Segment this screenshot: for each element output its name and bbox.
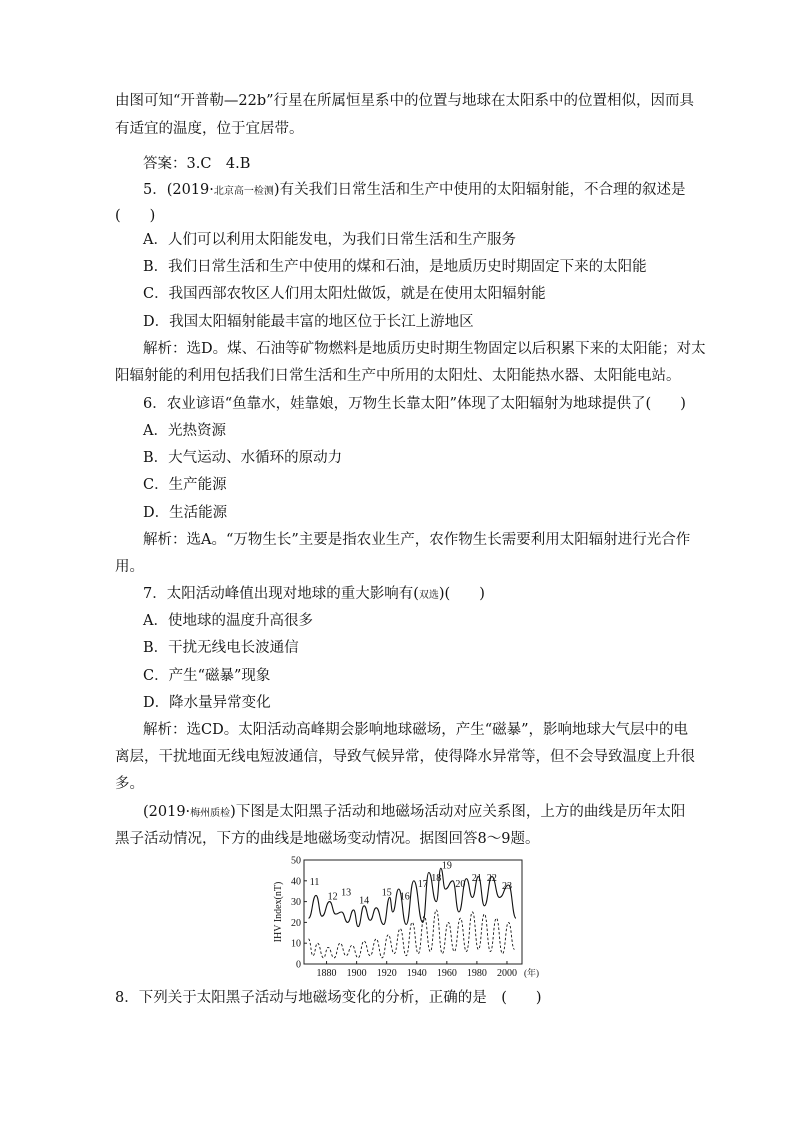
y-tick-label: 0: [296, 959, 301, 971]
x-tick-label: 1960: [436, 968, 457, 979]
body-text-line: 由图可知“开普勒—22b”行星在所属恒星系中的位置与地球在太阳系中的位置相似，因而具: [115, 93, 695, 109]
answer-parentheses: ( ): [115, 208, 156, 224]
question-6-stem: 6．农业谚语“鱼靠水，娃靠娘，万物生长靠太阳”体现了太阳辐射为地球提供了( ): [143, 396, 686, 412]
question-text: 7．太阳活动峰值出现对地球的重大影响有(: [143, 586, 419, 602]
y-tick-label: 30: [291, 897, 301, 909]
cycle-number-label: 23: [501, 881, 512, 893]
body-text-line: 有适宜的温度，位于宜居带。: [115, 121, 304, 137]
geomagnetic-curve: [309, 910, 515, 958]
y-axis-label: IHV Index(nT): [273, 881, 284, 943]
cycle-number-label: 16: [399, 891, 410, 903]
y-tick-label: 50: [291, 855, 301, 867]
cycle-number-label: 13: [341, 887, 352, 899]
explanation-line: 多。: [115, 776, 144, 792]
y-tick-label: 20: [291, 917, 301, 929]
explanation-line: 离层，干扰地面无线电短波通信，导致气候异常，使得降水异常等，但不会导致温度上升很: [115, 749, 695, 765]
option-c: C．产生“磁暴”现象: [143, 668, 271, 684]
cycle-number-label: 15: [381, 887, 392, 899]
question-7-stem: [143, 584, 485, 606]
explanation-line: 阳辐射能的利用包括我们日常生活和生产中所用的太阳灶、太阳能热水器、太阳能电站。: [115, 368, 681, 384]
explanation-line: 解析：选CD。太阳活动高峰期会影响地球磁场，产生“磁暴”，影响地球大气层中的电: [143, 722, 689, 738]
x-tick-label: 1980: [466, 968, 487, 979]
cycle-number-label: 21: [471, 872, 482, 884]
option-d: D．生活能源: [143, 505, 228, 521]
cycle-number-label: 17: [417, 879, 428, 891]
question-8-stem: 8．下列关于太阳黑子活动与地磁场变化的分析，正确的是 ( ): [115, 990, 542, 1006]
question-5-stem: [143, 180, 686, 202]
y-tick-label: 10: [291, 938, 301, 950]
option-a: A．人们可以利用太阳能发电，为我们日常生活和生产服务: [143, 232, 516, 248]
group-intro: 黑子活动情况，下方的曲线是地磁场变动情况。据图回答8～9题。: [115, 831, 540, 847]
option-c: C．生产能源: [143, 477, 227, 493]
question-text: )有关我们日常生活和生产中使用的太阳辐射能，不合理的叙述是: [273, 182, 686, 198]
option-d: D．降水量异常变化: [143, 695, 271, 711]
cycle-number-label: 19: [441, 860, 452, 872]
x-tick-label: 1880: [316, 968, 337, 979]
cycle-number-label: 11: [309, 876, 320, 888]
x-axis-unit: (年): [524, 968, 539, 978]
option-b: B．大气运动、水循环的原动力: [143, 450, 343, 466]
x-tick-label: 1920: [376, 968, 397, 979]
option-a: A．光热资源: [143, 423, 226, 439]
y-tick-label: 40: [291, 876, 301, 888]
question-type-tag: 双选: [418, 590, 439, 601]
x-tick-label: 1900: [346, 968, 367, 979]
cycle-number-label: 18: [431, 872, 442, 884]
sunspot-geomagnetic-chart: [268, 852, 548, 982]
intro-text: (2019·: [143, 804, 191, 820]
answer-parentheses: )( ): [438, 586, 485, 602]
question-number-text: 5．(2019·: [143, 182, 214, 198]
explanation-line: 解析：选D。煤、石油等矿物燃料是地质历史时期生物固定以后积累下来的太阳能；对太: [143, 341, 706, 357]
cycle-number-label: 14: [359, 895, 370, 907]
explanation-line: 解析：选A。“万物生长”主要是指农业生产，农作物生长需要利用太阳辐射进行光合作: [143, 532, 691, 548]
option-b: B．干扰无线电长波通信: [143, 640, 299, 656]
x-tick-label: 2000: [496, 968, 517, 979]
option-d: D．我国太阳辐射能最丰富的地区位于长江上游地区: [143, 314, 474, 330]
source-tag: 北京高一检测: [213, 186, 274, 197]
option-b: B．我们日常生活和生产中使用的煤和石油，是地质历史时期固定下来的太阳能: [143, 259, 647, 275]
cycle-number-label: 12: [327, 891, 338, 903]
intro-text: )下图是太阳黑子活动和地磁场活动对应关系图，上方的曲线是历年太阳: [230, 804, 686, 820]
group-intro: [143, 802, 685, 824]
option-a: A．使地球的温度升高很多: [143, 613, 313, 629]
source-tag: 梅州质检: [190, 808, 231, 819]
explanation-line: 用。: [115, 559, 144, 575]
cycle-number-label: 22: [486, 872, 497, 884]
answer-line: 答案：3.C 4.B: [143, 156, 251, 172]
option-c: C．我国西部农牧区人们用太阳灶做饭，就是在使用太阳辐射能: [143, 286, 546, 302]
cycle-number-label: 20: [455, 879, 466, 891]
sunspot-curve: [309, 868, 517, 926]
x-tick-label: 1940: [406, 968, 427, 979]
